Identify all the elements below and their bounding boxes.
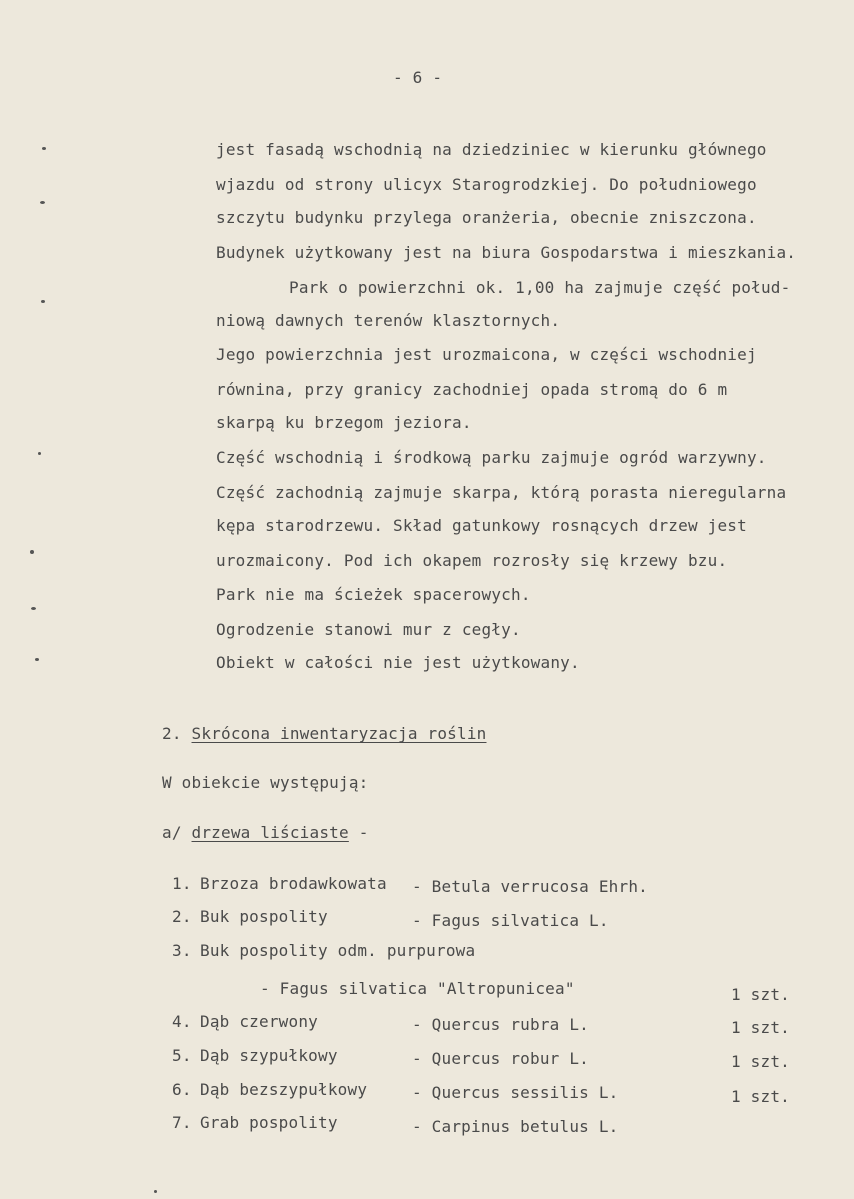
tree-4-quantity: 1 szt. bbox=[731, 1018, 790, 1037]
paragraph-2-line-1: Park o powierzchni ok. 1,00 ha zajmuje część połud- bbox=[289, 278, 791, 297]
subsection-a-title: drzewa liściaste bbox=[191, 823, 349, 842]
scan-speck bbox=[40, 201, 45, 204]
paragraph-2-line-6: Część wschodnią i środkową parku zajmuje ogród warzywny. bbox=[216, 448, 767, 467]
paragraph-2-line-11: Ogrodzenie stanowi mur z cegły. bbox=[216, 620, 521, 639]
tree-1-number: 1. bbox=[172, 874, 192, 893]
tree-7-number: 7. bbox=[172, 1113, 192, 1132]
section-2-number: 2. bbox=[162, 724, 182, 743]
tree-3-quantity: 1 szt. bbox=[731, 985, 790, 1004]
scan-speck bbox=[42, 147, 46, 150]
tree-1-polish-name: Brzoza brodawkowata bbox=[200, 874, 387, 893]
tree-6-number: 6. bbox=[172, 1080, 192, 1099]
scan-speck bbox=[41, 300, 45, 303]
page-number: - 6 - bbox=[393, 68, 443, 87]
paragraph-2-line-9: urozmaicony. Pod ich okapem rozrosły się krzewy bzu. bbox=[216, 551, 728, 570]
tree-5-number: 5. bbox=[172, 1046, 192, 1065]
tree-5-quantity: 1 szt. bbox=[731, 1052, 790, 1071]
tree-5-polish-name: Dąb szypułkowy bbox=[200, 1046, 338, 1065]
tree-3-latin-name: - Fagus silvatica "Altropunicea" bbox=[260, 979, 575, 998]
tree-7-latin-name: - Carpinus betulus L. bbox=[412, 1117, 619, 1136]
tree-5-latin-name: - Quercus robur L. bbox=[412, 1049, 589, 1068]
tree-3-number: 3. bbox=[172, 941, 192, 960]
tree-6-quantity: 1 szt. bbox=[731, 1087, 790, 1106]
tree-6-polish-name: Dąb bezszypułkowy bbox=[200, 1080, 368, 1099]
tree-6-latin-name: - Quercus sessilis L. bbox=[412, 1083, 619, 1102]
paragraph-2-line-3: Jego powierzchnia jest urozmaicona, w części wschodniej bbox=[216, 345, 757, 364]
scan-speck bbox=[35, 658, 39, 661]
paragraph-2-line-12: Obiekt w całości nie jest użytkowany. bbox=[216, 653, 580, 672]
section-2-heading bbox=[162, 724, 487, 744]
paragraph-2-line-8: kępa starodrzewu. Skład gatunkowy rosnących drzew jest bbox=[216, 516, 747, 535]
tree-2-number: 2. bbox=[172, 907, 192, 926]
paragraph-1-line-2: wjazdu od strony ulicyx Starogrodzkiej. Do południowego bbox=[216, 175, 757, 194]
paragraph-2-line-2: niową dawnych terenów klasztornych. bbox=[216, 311, 561, 330]
tree-4-number: 4. bbox=[172, 1012, 192, 1031]
subsection-a-suffix: - bbox=[358, 823, 369, 842]
section-2-title: Skrócona inwentaryzacja roślin bbox=[191, 724, 487, 743]
section-2-intro: W obiekcie występują: bbox=[162, 773, 369, 792]
tree-3-polish-name: Buk pospolity odm. purpurowa bbox=[200, 941, 476, 960]
scan-speck bbox=[38, 452, 41, 455]
paragraph-1-line-3: szczytu budynku przylega oranżeria, obecnie zniszczona. bbox=[216, 208, 757, 227]
tree-2-latin-name: - Fagus silvatica L. bbox=[412, 911, 609, 930]
paragraph-1-line-4: Budynek użytkowany jest na biura Gospodarstwa i mieszkania. bbox=[216, 243, 797, 262]
paragraph-1-line-1: jest fasadą wschodnią na dziedziniec w kierunku głównego bbox=[216, 140, 767, 159]
tree-4-polish-name: Dąb czerwony bbox=[200, 1012, 318, 1031]
paragraph-2-line-7: Część zachodnią zajmuje skarpa, którą porasta nieregularna bbox=[216, 483, 787, 502]
tree-4-latin-name: - Quercus rubra L. bbox=[412, 1015, 589, 1034]
tree-1-latin-name: - Betula verrucosa Ehrh. bbox=[412, 877, 648, 896]
tree-2-polish-name: Buk pospolity bbox=[200, 907, 328, 926]
tree-7-polish-name: Grab pospolity bbox=[200, 1113, 338, 1132]
scan-speck bbox=[30, 550, 34, 554]
subsection-a-prefix: a/ bbox=[162, 823, 182, 842]
paragraph-2-line-5: skarpą ku brzegom jeziora. bbox=[216, 413, 472, 432]
subsection-a-heading bbox=[162, 823, 369, 843]
paragraph-2-line-4: równina, przy granicy zachodniej opada stromą do 6 m bbox=[216, 380, 728, 399]
scan-speck bbox=[154, 1190, 157, 1193]
scan-speck bbox=[31, 607, 36, 610]
paragraph-2-line-10: Park nie ma ścieżek spacerowych. bbox=[216, 585, 531, 604]
